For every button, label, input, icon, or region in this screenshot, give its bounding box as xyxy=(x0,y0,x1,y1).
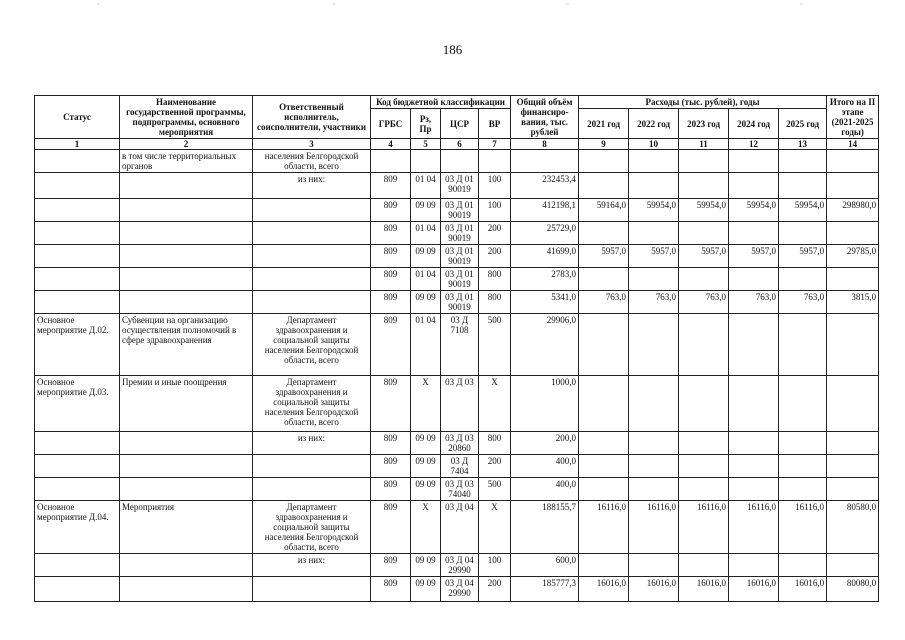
scan-mark: ¨ xyxy=(566,2,569,11)
column-number: 7 xyxy=(479,139,511,150)
column-number: 9 xyxy=(579,139,629,150)
table-cell: 800 xyxy=(479,432,511,455)
table-cell xyxy=(120,173,253,199)
column-number: 11 xyxy=(679,139,729,150)
table-row xyxy=(35,245,879,268)
table-cell: 16016,0 xyxy=(729,577,779,602)
table-cell xyxy=(629,455,679,478)
table-cell: 809 xyxy=(371,432,411,455)
table-row xyxy=(35,478,879,501)
table-cell: Субвенции на организацию осуществления полномочий в сфере здравоохранения xyxy=(120,314,253,376)
table-cell xyxy=(579,376,629,432)
table-cell xyxy=(35,455,120,478)
table-cell: 809 xyxy=(371,376,411,432)
table-cell xyxy=(579,314,629,376)
table-cell: 16016,0 xyxy=(779,577,827,602)
table-cell: 16016,0 xyxy=(629,577,679,602)
table-cell: 3815,0 xyxy=(827,291,879,314)
table-cell: 5957,0 xyxy=(679,245,729,268)
table-cell: 03 Д 03 74040 xyxy=(441,478,479,501)
table-cell: 763,0 xyxy=(729,291,779,314)
header-vr: ВР xyxy=(479,109,511,139)
table-cell: 09 09 xyxy=(411,577,441,602)
table-cell: 03 Д 01 90019 xyxy=(441,222,479,245)
column-number: 2 xyxy=(120,139,253,150)
table-cell xyxy=(120,245,253,268)
table-cell: 5341,0 xyxy=(511,291,579,314)
table-cell: 25729,0 xyxy=(511,222,579,245)
table-cell: Х xyxy=(411,376,441,432)
table-cell: из них: xyxy=(253,554,371,577)
table-cell: 200 xyxy=(479,245,511,268)
table-cell: Основное мероприятие Д.02. xyxy=(35,314,120,376)
header-total-financing: Общий объём финансиро-вания, тыс. рублей xyxy=(511,96,579,139)
table-cell: 09 09 xyxy=(411,291,441,314)
table-cell xyxy=(679,173,729,199)
table-cell: 5957,0 xyxy=(779,245,827,268)
table-cell: 03 Д 01 90019 xyxy=(441,268,479,291)
scan-mark: ¨ xyxy=(97,2,100,11)
table-cell xyxy=(371,150,411,173)
column-number: 4 xyxy=(371,139,411,150)
column-number: 1 xyxy=(35,139,120,150)
table-cell: 03 Д 04 xyxy=(441,501,479,554)
table-row xyxy=(35,222,879,245)
table-cell xyxy=(35,173,120,199)
table-cell: 200 xyxy=(479,577,511,602)
table-cell: 59954,0 xyxy=(779,199,827,222)
table-cell: Мероприятия xyxy=(120,501,253,554)
table-cell xyxy=(729,314,779,376)
table-cell xyxy=(679,376,729,432)
table-cell: 809 xyxy=(371,173,411,199)
table-cell xyxy=(679,150,729,173)
header-name: Наименование государственной программы, подпрограммы, основного мероприятия xyxy=(120,96,253,139)
table-cell xyxy=(729,376,779,432)
table-cell: Премии и иные поощрения xyxy=(120,376,253,432)
table-cell xyxy=(579,150,629,173)
table-cell xyxy=(779,478,827,501)
table-cell xyxy=(629,432,679,455)
table-cell: Департамент здравоохранения и социальной защиты населения Белгородской области, всего xyxy=(253,314,371,376)
table-cell: 400,0 xyxy=(511,478,579,501)
table-cell xyxy=(479,150,511,173)
table-cell xyxy=(827,455,879,478)
table-cell: 100 xyxy=(479,554,511,577)
scan-mark: ¨ xyxy=(333,2,336,11)
table-cell: из них: xyxy=(253,173,371,199)
table-cell: 16116,0 xyxy=(679,501,729,554)
table-cell xyxy=(779,554,827,577)
table-cell: 16116,0 xyxy=(779,501,827,554)
table-cell xyxy=(35,291,120,314)
table-cell: 03 Д 01 90019 xyxy=(441,173,479,199)
table-cell xyxy=(253,268,371,291)
table-cell xyxy=(253,199,371,222)
table-cell xyxy=(579,455,629,478)
table-cell: 03 Д 7404 xyxy=(441,455,479,478)
table-cell: 03 Д 7108 xyxy=(441,314,479,376)
table-cell: 5957,0 xyxy=(579,245,629,268)
table-cell: в том числе территориальных органов xyxy=(120,150,253,173)
table-cell xyxy=(729,478,779,501)
table-cell xyxy=(253,222,371,245)
table-cell: Х xyxy=(479,376,511,432)
table-row xyxy=(35,314,879,376)
table-cell: 16116,0 xyxy=(579,501,629,554)
table-cell: Основное мероприятие Д.03. xyxy=(35,376,120,432)
header-csr: ЦСР xyxy=(441,109,479,139)
table-cell xyxy=(679,455,729,478)
table-cell xyxy=(579,222,629,245)
table-cell: 809 xyxy=(371,314,411,376)
column-number: 14 xyxy=(827,139,879,150)
table-row xyxy=(35,455,879,478)
table-cell xyxy=(120,432,253,455)
table-cell: населения Белгородской области, всего xyxy=(253,150,371,173)
table-cell xyxy=(120,268,253,291)
table-cell: 100 xyxy=(479,199,511,222)
header-2021: 2021 год xyxy=(579,109,629,139)
table-row xyxy=(35,432,879,455)
table-cell: 809 xyxy=(371,577,411,602)
table-cell: 59954,0 xyxy=(729,199,779,222)
table-cell: 09 09 xyxy=(411,554,441,577)
table-cell: 59164,0 xyxy=(579,199,629,222)
table-cell xyxy=(120,478,253,501)
table-cell: 400,0 xyxy=(511,455,579,478)
table-cell: 80580,0 xyxy=(827,501,879,554)
table-cell xyxy=(120,577,253,602)
table-row xyxy=(35,376,879,432)
table-body xyxy=(35,150,879,602)
table-cell: 800 xyxy=(479,268,511,291)
table-cell xyxy=(35,245,120,268)
table-cell xyxy=(579,173,629,199)
table-cell: 500 xyxy=(479,478,511,501)
table-cell xyxy=(679,222,729,245)
table-cell xyxy=(253,291,371,314)
table-cell: 16016,0 xyxy=(679,577,729,602)
table-cell: 03 Д 04 29990 xyxy=(441,577,479,602)
table-cell xyxy=(827,376,879,432)
table-cell xyxy=(629,173,679,199)
column-number: 8 xyxy=(511,139,579,150)
table-cell xyxy=(579,554,629,577)
table-cell xyxy=(120,199,253,222)
table-cell xyxy=(827,268,879,291)
table-cell xyxy=(120,554,253,577)
table-cell xyxy=(679,554,729,577)
table-cell: 600,0 xyxy=(511,554,579,577)
table-cell xyxy=(679,268,729,291)
table-cell xyxy=(35,150,120,173)
table-row xyxy=(35,173,879,199)
column-number: 3 xyxy=(253,139,371,150)
table-cell xyxy=(579,478,629,501)
table-cell xyxy=(729,268,779,291)
table-cell xyxy=(779,173,827,199)
table-cell xyxy=(729,222,779,245)
column-numbers-row xyxy=(35,139,879,150)
column-number: 10 xyxy=(629,139,679,150)
table-cell xyxy=(729,554,779,577)
header-2024: 2024 год xyxy=(729,109,779,139)
table-cell: 01 04 xyxy=(411,173,441,199)
table-cell: 03 Д 01 90019 xyxy=(441,199,479,222)
table-cell xyxy=(35,268,120,291)
table-cell xyxy=(679,432,729,455)
table-cell xyxy=(827,173,879,199)
table-cell: 09 09 xyxy=(411,432,441,455)
table-cell xyxy=(779,314,827,376)
table-cell xyxy=(729,455,779,478)
table-cell: 809 xyxy=(371,222,411,245)
table-cell: 809 xyxy=(371,455,411,478)
table-cell: 809 xyxy=(371,268,411,291)
table-cell xyxy=(629,554,679,577)
table-cell: 41699,0 xyxy=(511,245,579,268)
table-row xyxy=(35,268,879,291)
table-cell: 29906,0 xyxy=(511,314,579,376)
page-number: 186 xyxy=(442,42,463,57)
table-cell xyxy=(35,199,120,222)
table-cell: Х xyxy=(479,501,511,554)
table-cell: 09 09 xyxy=(411,455,441,478)
scan-mark: ¨ xyxy=(800,2,803,11)
table-cell xyxy=(120,222,253,245)
table-cell xyxy=(729,150,779,173)
table-cell xyxy=(629,268,679,291)
table-cell xyxy=(729,432,779,455)
table-cell xyxy=(253,455,371,478)
table-cell xyxy=(779,432,827,455)
table-cell: 01 04 xyxy=(411,222,441,245)
table-cell xyxy=(679,478,729,501)
table-cell xyxy=(629,376,679,432)
table-row xyxy=(35,291,879,314)
table-cell xyxy=(629,314,679,376)
header-expenses: Расходы (тыс. рублей), годы xyxy=(579,96,827,109)
table-cell: 763,0 xyxy=(629,291,679,314)
table-cell xyxy=(120,291,253,314)
table-cell xyxy=(779,150,827,173)
table-cell: 59954,0 xyxy=(629,199,679,222)
column-number: 12 xyxy=(729,139,779,150)
table-cell xyxy=(120,455,253,478)
header-grbs: ГРБС xyxy=(371,109,411,139)
table-cell: 800 xyxy=(479,291,511,314)
table-cell: 09 09 xyxy=(411,245,441,268)
table-cell: 232453,4 xyxy=(511,173,579,199)
table-cell: 100 xyxy=(479,173,511,199)
table-cell: Департамент здравоохранения и социальной защиты населения Белгородской области, всего xyxy=(253,376,371,432)
table-cell: 763,0 xyxy=(679,291,729,314)
table-cell: Основное мероприятие Д.04. xyxy=(35,501,120,554)
table-cell xyxy=(35,554,120,577)
table-cell xyxy=(629,478,679,501)
table-cell xyxy=(779,222,827,245)
header-executor: Ответственный исполнитель, соисполнители, участники xyxy=(253,96,371,139)
table-cell: 5957,0 xyxy=(729,245,779,268)
table-cell: 5957,0 xyxy=(629,245,679,268)
column-number: 6 xyxy=(441,139,479,150)
header-2025: 2025 год xyxy=(779,109,827,139)
table-cell xyxy=(827,478,879,501)
table-cell xyxy=(441,150,479,173)
table-cell xyxy=(35,577,120,602)
header-stage-total: Итого на II этапе (2021-2025 годы) xyxy=(827,96,879,139)
table-cell: 80080,0 xyxy=(827,577,879,602)
table-cell: 763,0 xyxy=(779,291,827,314)
table-cell xyxy=(629,150,679,173)
table-cell xyxy=(411,150,441,173)
table-cell xyxy=(35,432,120,455)
table-row xyxy=(35,501,879,554)
column-number: 5 xyxy=(411,139,441,150)
table-cell: 809 xyxy=(371,501,411,554)
table-cell: 809 xyxy=(371,478,411,501)
table-cell: 2783,0 xyxy=(511,268,579,291)
budget-table xyxy=(34,95,879,602)
table-cell xyxy=(253,245,371,268)
table-cell: 298980,0 xyxy=(827,199,879,222)
table-cell xyxy=(779,376,827,432)
header-2023: 2023 год xyxy=(679,109,729,139)
table-cell: 01 04 xyxy=(411,268,441,291)
table-cell xyxy=(579,432,629,455)
table-cell xyxy=(35,222,120,245)
header-rzpr: Рз, Пр xyxy=(411,109,441,139)
header-status: Статус xyxy=(35,96,120,139)
table-cell: 16116,0 xyxy=(629,501,679,554)
table-cell xyxy=(779,455,827,478)
table-cell xyxy=(827,222,879,245)
table-cell xyxy=(827,150,879,173)
table-cell: 03 Д 03 xyxy=(441,376,479,432)
table-cell: 16016,0 xyxy=(579,577,629,602)
table-cell: 01 04 xyxy=(411,314,441,376)
table-cell: 412198,1 xyxy=(511,199,579,222)
table-cell xyxy=(253,478,371,501)
table-cell: 185777,3 xyxy=(511,577,579,602)
table-cell: из них: xyxy=(253,432,371,455)
table-row xyxy=(35,199,879,222)
table-cell: 200,0 xyxy=(511,432,579,455)
table-cell xyxy=(579,268,629,291)
table-cell: 809 xyxy=(371,291,411,314)
table-cell: 59954,0 xyxy=(679,199,729,222)
table-cell: 29785,0 xyxy=(827,245,879,268)
table-cell: 809 xyxy=(371,245,411,268)
table-cell xyxy=(779,268,827,291)
table-cell: 200 xyxy=(479,222,511,245)
header-2022: 2022 год xyxy=(629,109,679,139)
header-budget-code: Код бюджетной классификации xyxy=(371,96,511,109)
table-cell: 763,0 xyxy=(579,291,629,314)
table-cell: 200 xyxy=(479,455,511,478)
column-number: 13 xyxy=(779,139,827,150)
table-cell: 03 Д 01 90019 xyxy=(441,291,479,314)
table-cell: 09 09 xyxy=(411,199,441,222)
table-cell xyxy=(827,314,879,376)
table-cell xyxy=(827,432,879,455)
table-cell: Департамент здравоохранения и социальной защиты населения Белгородской области, всего xyxy=(253,501,371,554)
table-cell: Х xyxy=(411,501,441,554)
table-cell: 09 09 xyxy=(411,478,441,501)
table-cell: 809 xyxy=(371,199,411,222)
table-row xyxy=(35,150,879,173)
table-cell xyxy=(827,554,879,577)
table-cell xyxy=(629,222,679,245)
table-row xyxy=(35,577,879,602)
table-cell: 1000,0 xyxy=(511,376,579,432)
table-cell: 03 Д 03 20860 xyxy=(441,432,479,455)
table-cell: 188155,7 xyxy=(511,501,579,554)
table-cell xyxy=(679,314,729,376)
table-cell xyxy=(253,577,371,602)
table-cell xyxy=(35,478,120,501)
table-cell: 03 Д 04 29990 xyxy=(441,554,479,577)
table-cell xyxy=(729,173,779,199)
table-cell: 03 Д 01 90019 xyxy=(441,245,479,268)
table-cell: 809 xyxy=(371,554,411,577)
table-cell: 500 xyxy=(479,314,511,376)
table-row xyxy=(35,554,879,577)
table-cell xyxy=(511,150,579,173)
table-cell: 16116,0 xyxy=(729,501,779,554)
